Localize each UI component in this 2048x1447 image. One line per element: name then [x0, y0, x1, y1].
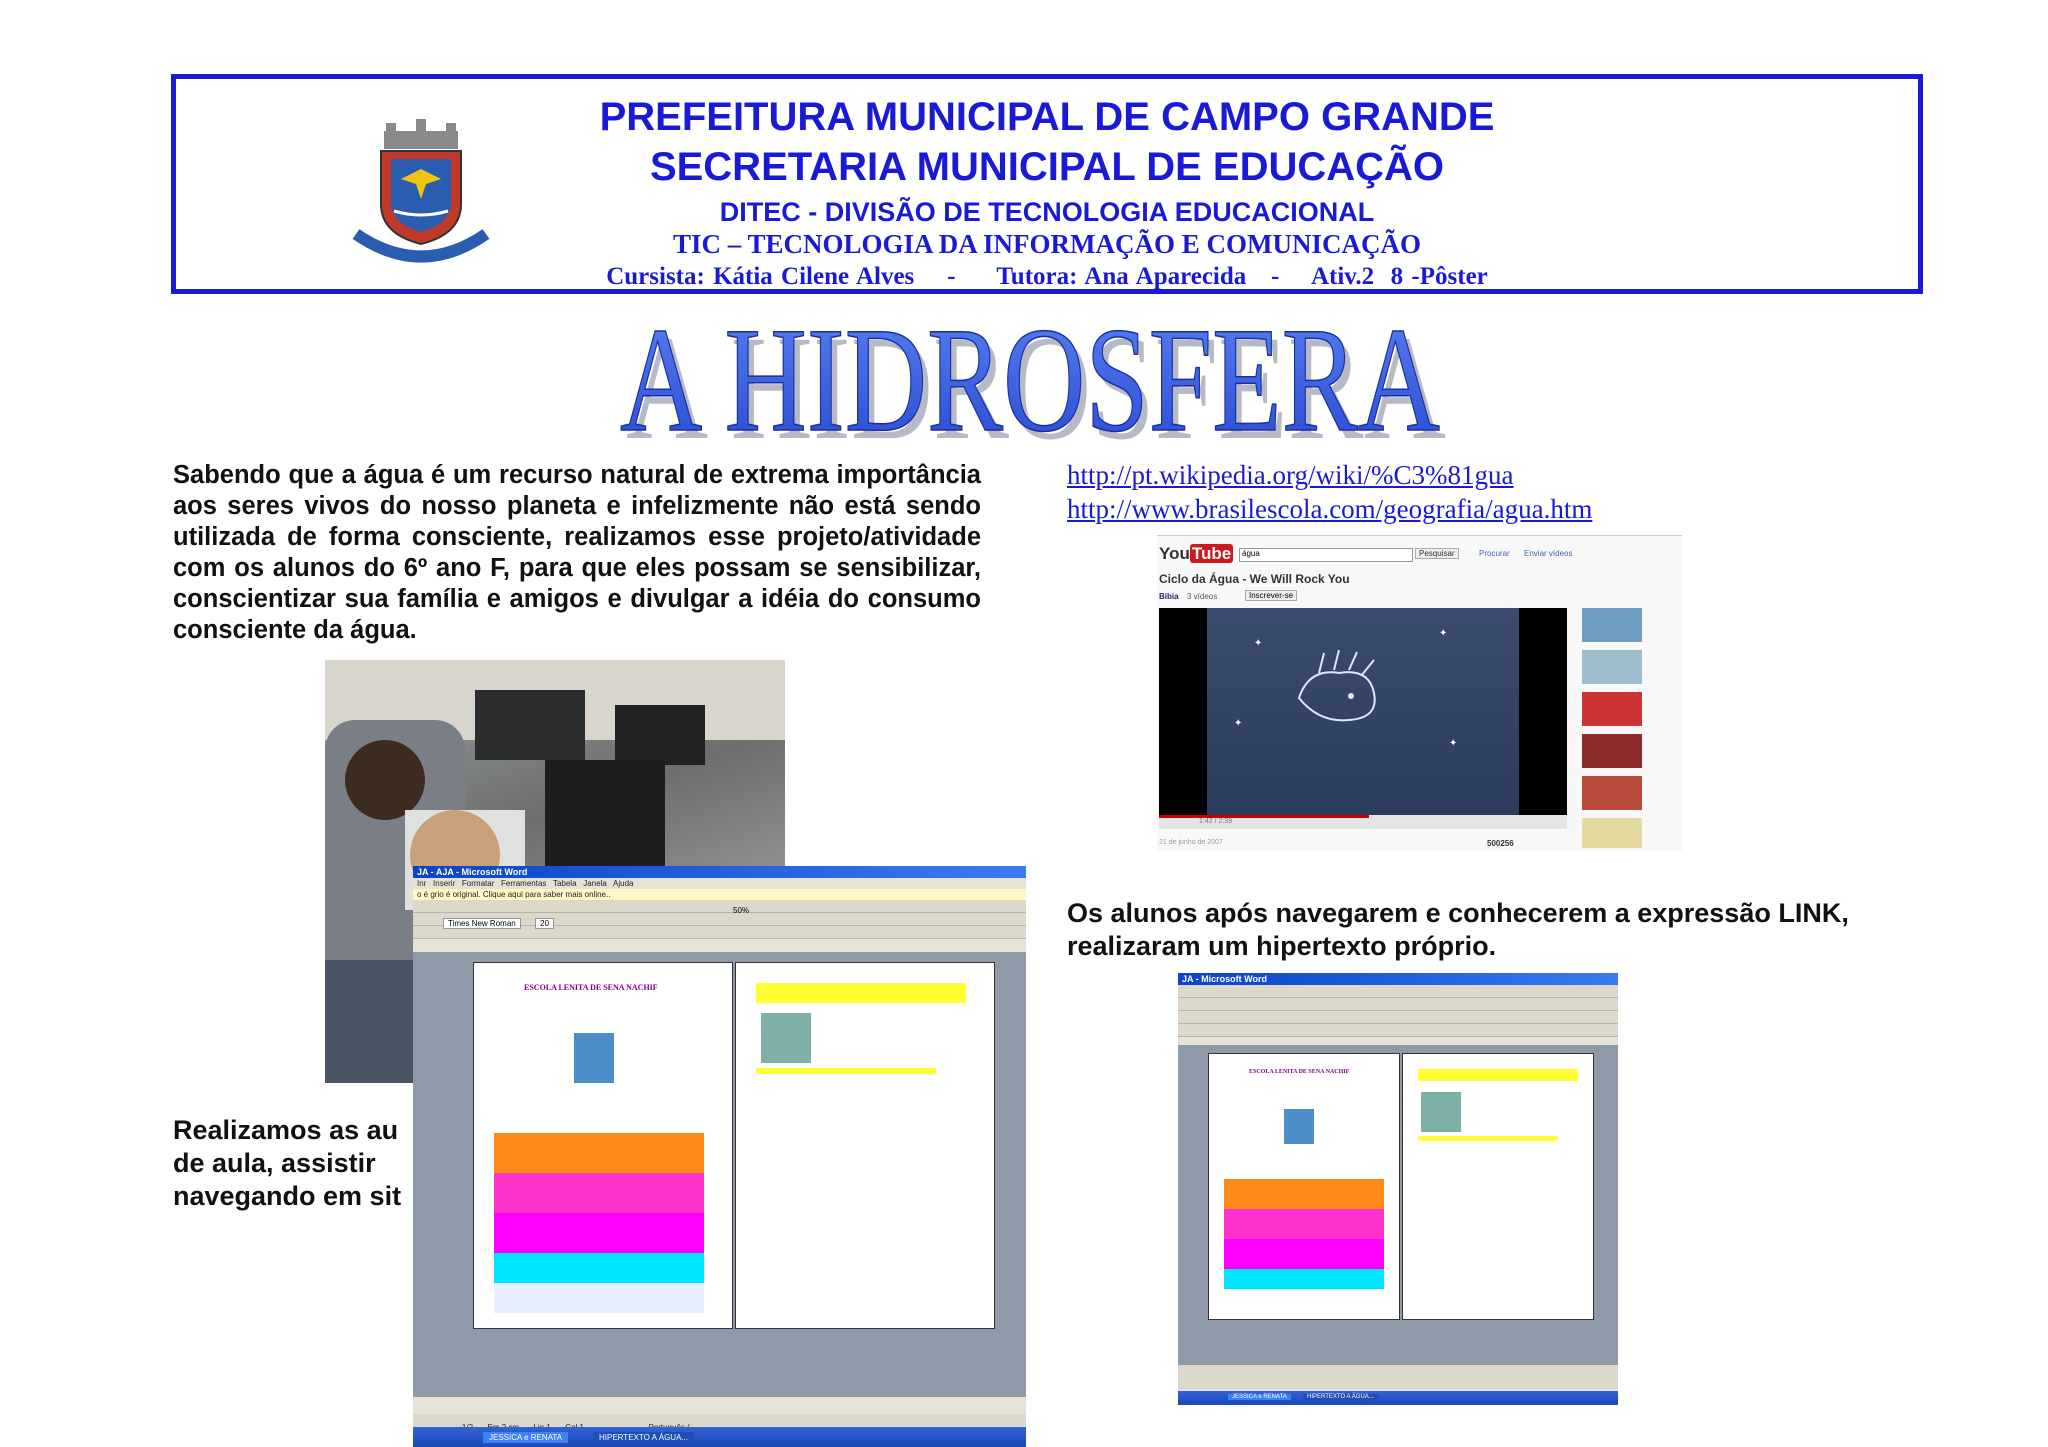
word-window-1 [413, 866, 1026, 1447]
word1-toolbar-standard[interactable] [413, 900, 1026, 913]
youtube-screenshot [1157, 535, 1682, 851]
author-line: Cursista: Kátia Cilene Alves - Tutora: Ana Aparecida - Ativ.2 8 -Pôster [606, 263, 1488, 290]
menu-item[interactable]: Inserir [433, 879, 456, 888]
nav-upload[interactable]: Enviar vídeos [1524, 549, 1573, 558]
font-size-select[interactable]: 20 [535, 918, 554, 929]
upload-date: 21 de junho de 2007 [1159, 839, 1223, 846]
zoom-select[interactable]: 50% [733, 906, 750, 915]
activity-line-2: de aula, assistir [173, 1148, 376, 1178]
constellation-drawing [1279, 648, 1399, 738]
player-controls[interactable] [1159, 815, 1567, 829]
activity-paragraph [173, 1114, 413, 1213]
channel-name[interactable]: Bibia [1159, 592, 1179, 601]
menu-item[interactable]: Janela [583, 879, 607, 888]
menu-item[interactable]: Inr [417, 879, 427, 888]
youtube-logo: You Tube [1159, 544, 1232, 563]
activity-line-1: Realizamos as au [173, 1115, 399, 1145]
view-count: 500256 [1487, 839, 1514, 848]
related-videos[interactable] [1582, 608, 1677, 848]
tic-heading: TIC – TECNOLOGIA DA INFORMAÇÃO E COMUNICAÇÃO [672, 229, 1422, 259]
word2-taskbar [1178, 1391, 1618, 1405]
menu-item[interactable]: Ferramentas [501, 879, 547, 888]
brasilescola-link[interactable]: http://www.brasilescola.com/geografia/agua.htm [1067, 494, 1593, 524]
word1-taskbar [413, 1427, 1026, 1447]
word2-toolbar-3[interactable] [1178, 1011, 1618, 1024]
menu-item[interactable]: Tabela [552, 879, 577, 888]
word2-page-2 [1402, 1053, 1594, 1320]
poster-title [600, 300, 1460, 450]
wikipedia-link[interactable]: http://pt.wikipedia.org/wiki/%C3%81gua [1067, 460, 1514, 490]
word1-page-2 [735, 962, 995, 1329]
word1-menubar [413, 878, 1026, 889]
player-time: 1:42 / 2:39 [1199, 818, 1233, 825]
video-title: Ciclo da Água - We Will Rock You [1159, 572, 1350, 586]
nav-browse[interactable]: Procurar [1479, 549, 1510, 558]
word2-toolbar-1[interactable] [1178, 985, 1618, 998]
header-box [171, 74, 1923, 294]
word2-document-area [1178, 1045, 1618, 1365]
word2-titlebar: JA - Microsoft Word [1178, 973, 1618, 985]
video-count: 3 vídeos [1187, 592, 1218, 601]
word1-notice[interactable]: o é grio é original. Clique aqui para saber mais online.. [413, 889, 1026, 900]
activity-line-3: navegando em sit [173, 1181, 402, 1211]
word-window-2 [1178, 973, 1618, 1405]
menu-item[interactable]: Ajuda [613, 879, 634, 888]
word2-toolbar-4[interactable] [1178, 1024, 1618, 1037]
word1-statusbar [413, 1414, 1026, 1427]
doc-heading: ESCOLA LENITA DE SENA NACHIF [524, 983, 658, 992]
word1-titlebar: JA - AJA - Microsoft Word [413, 866, 1026, 878]
word1-toolbar-format[interactable] [413, 913, 1026, 926]
search-input[interactable]: água [1239, 548, 1413, 562]
subscribe-button[interactable]: Inscrever-se [1245, 590, 1297, 601]
svg-text:A HIDROSFERA: A HIDROSFERA [626, 305, 1446, 450]
title-text: A HIDROSFERA [620, 300, 1440, 450]
taskbar-button[interactable]: HIPERTEXTO A ÁGUA... [1303, 1394, 1378, 1400]
doc-image [574, 1033, 614, 1083]
word2-toolbar-2[interactable] [1178, 998, 1618, 1011]
ditec-heading: DITEC - DIVISÃO DE TECNOLOGIA EDUCACIONAL [719, 197, 1375, 227]
video-player[interactable]: ✦ ✦ ✦ ✦ [1159, 608, 1567, 815]
word1-page-1 [473, 962, 733, 1329]
doc-heading: ESCOLA LENITA DE SENA NACHIF [1249, 1069, 1350, 1075]
doc-image-2 [761, 1013, 811, 1063]
word1-document-area [413, 952, 1026, 1397]
font-select[interactable]: Times New Roman [443, 918, 521, 929]
word2-statusbar [1178, 1365, 1618, 1389]
hypertext-paragraph: Os alunos após navegarem e conhecerem a expressão LINK, realizaram um hipertexto próprio. [1067, 898, 1849, 961]
taskbar-button[interactable]: JESSICA e RENATA [1228, 1394, 1291, 1400]
taskbar-button[interactable]: HIPERTEXTO A ÁGUA... [593, 1432, 694, 1443]
intro-paragraph: Sabendo que a água é um recurso natural de extrema importância aos seres vivos do nosso planeta e infelizmente não está sendo utilizada de forma consciente, realizamos esse projeto/atividade com os alunos do 6º ano F, para que eles possam se sensibilizar, conscientizar sua família e amigos e divulgar a idéia do consumo consciente da água. [173, 461, 981, 644]
prefeitura-heading: PREFEITURA MUNICIPAL DE CAMPO GRANDE [599, 95, 1495, 139]
secretaria-heading: SECRETARIA MUNICIPAL DE EDUCAÇÃO [649, 145, 1445, 189]
search-button[interactable]: Pesquisar [1415, 548, 1459, 559]
taskbar-button[interactable]: JESSICA e RENATA [483, 1432, 568, 1443]
word2-page-1 [1208, 1053, 1400, 1320]
menu-item[interactable]: Formatar [461, 879, 495, 888]
